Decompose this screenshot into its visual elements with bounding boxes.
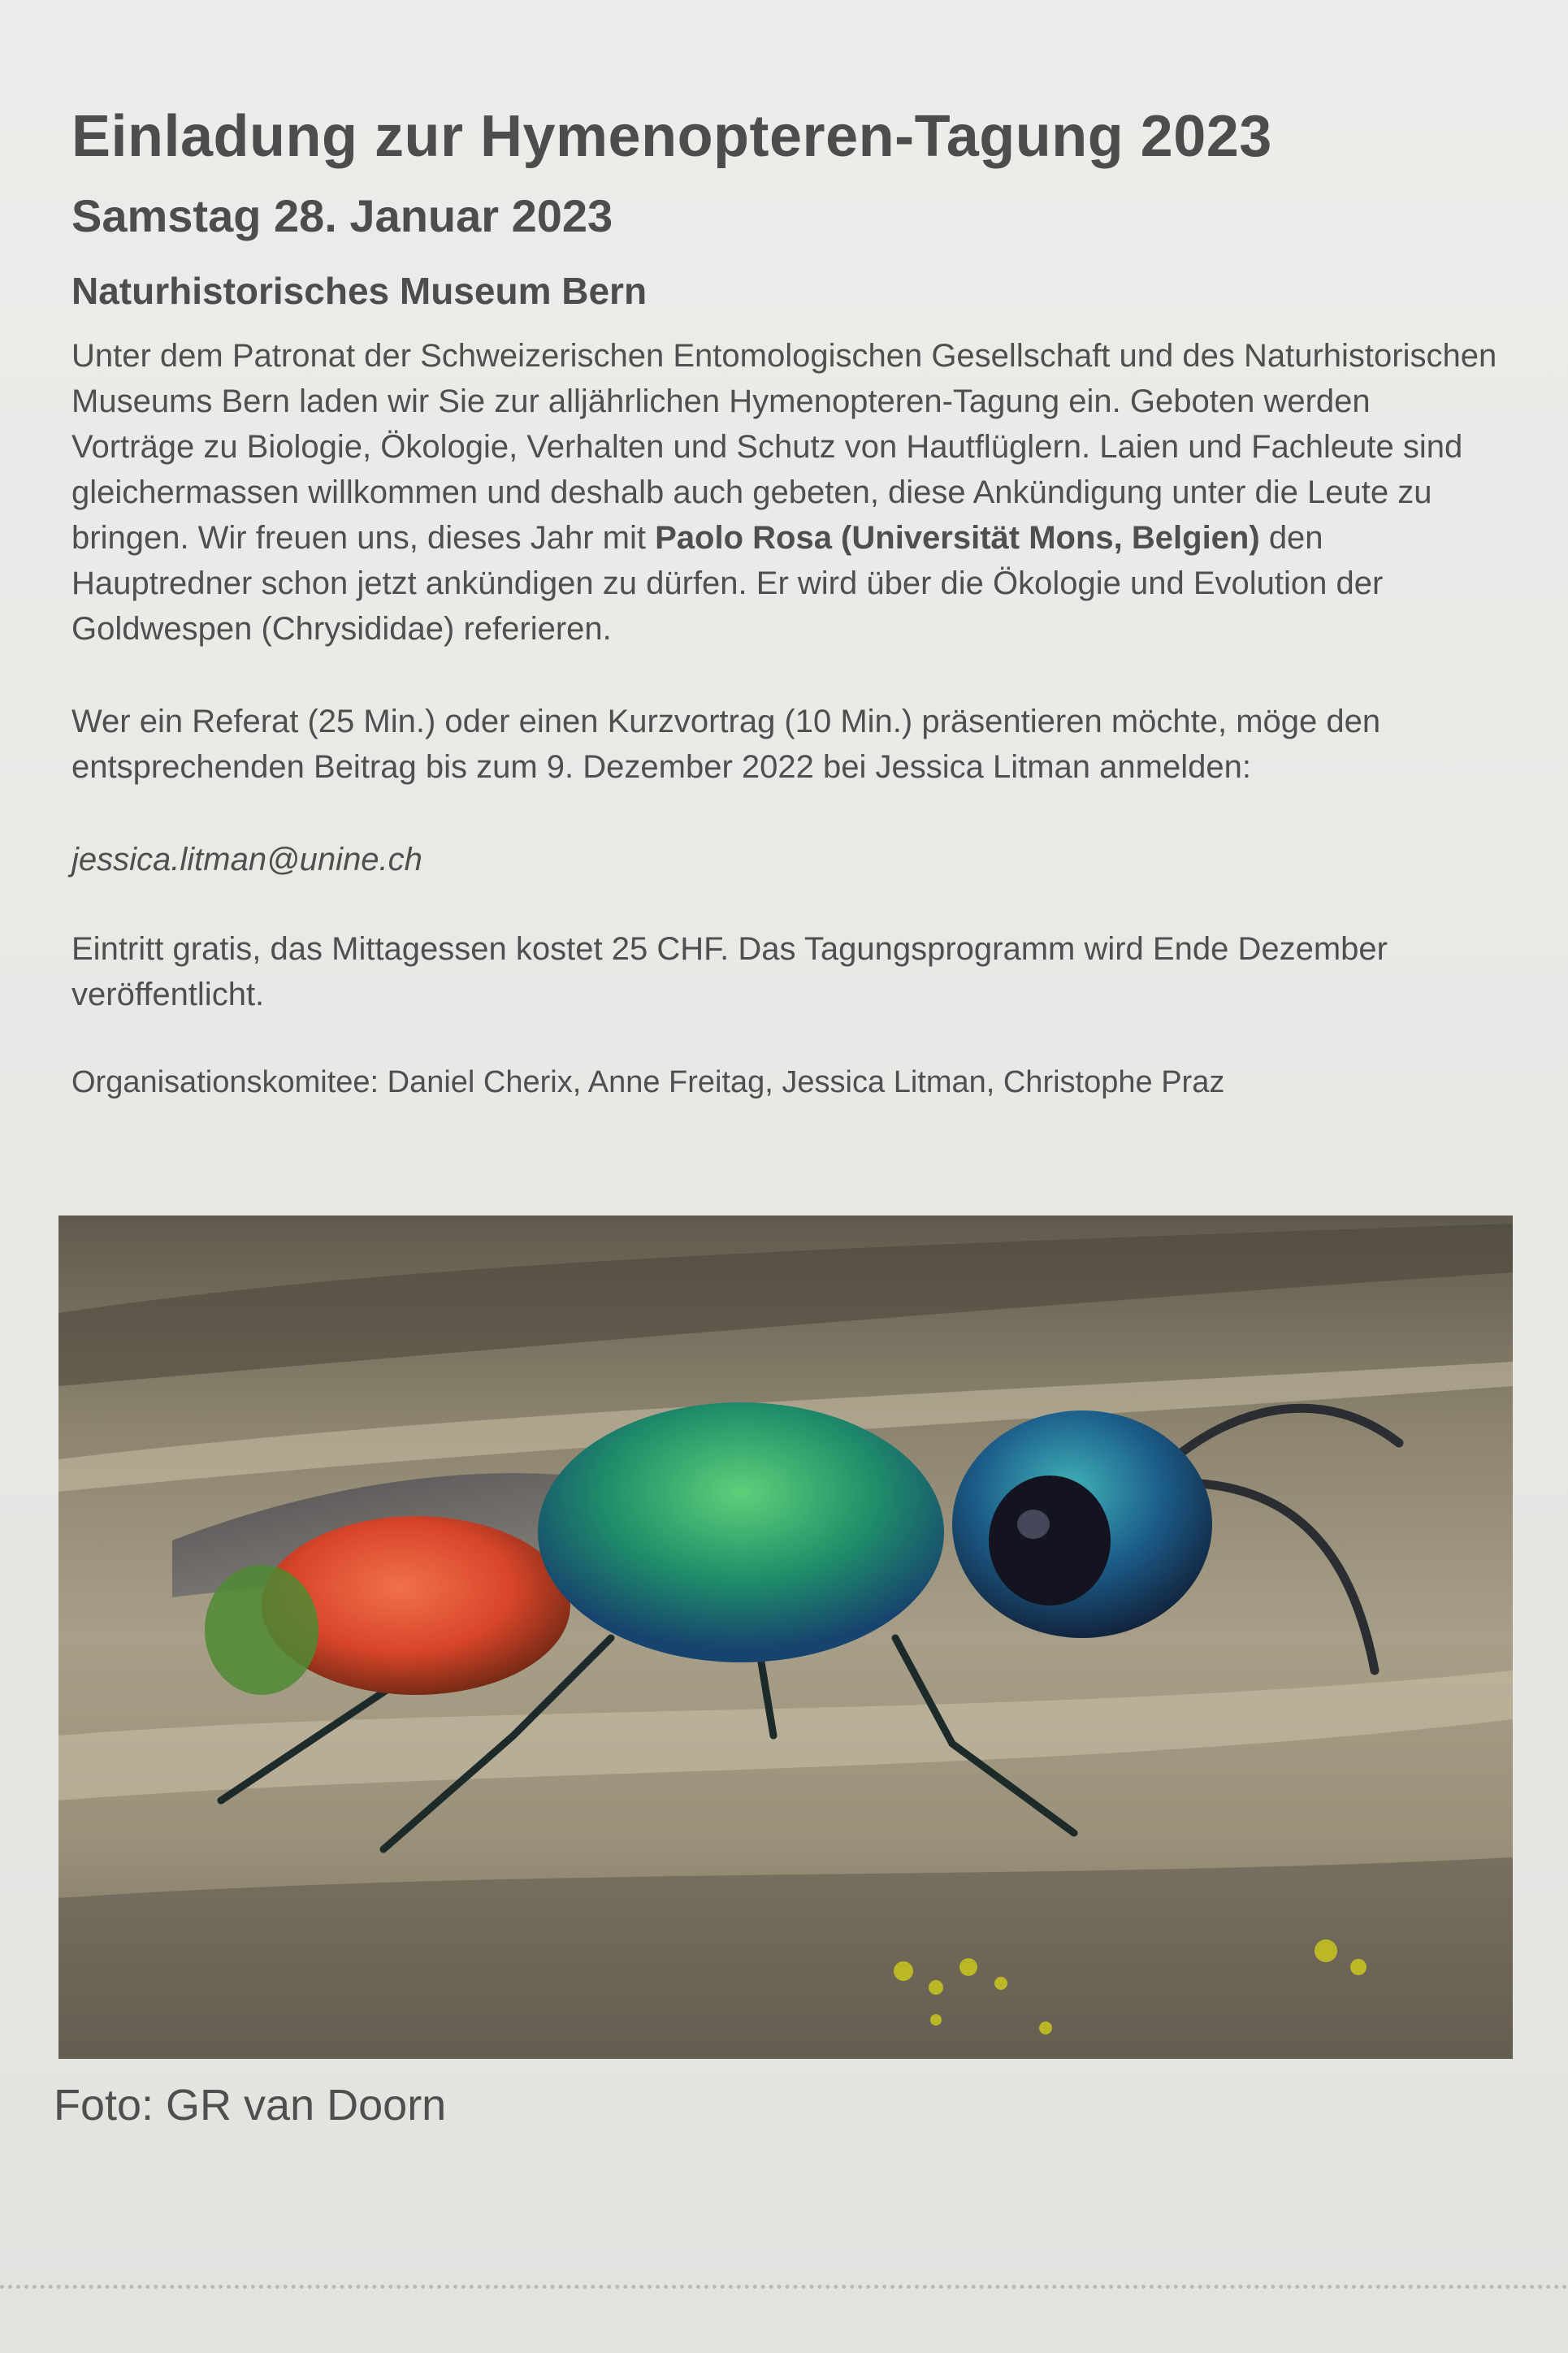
intro-text-start: Unter dem Patronat der Schweizerischen Entomologischen Gesellschaft und des Naturhistorischen Museums Bern laden wir Sie zur alljährlichen Hymenopteren-Tagung ein. Geboten werden Vorträge zu Biologie, Ökologie, Verhalten und Schutz von Hautflüglern. Laien und Fachleute sind gleichermassen willkommen und deshalb auch gebeten, diese Ankündigung unter die Leute zu bringen. Wir freuen uns, dieses Jahr mit — [71, 338, 1497, 556]
contact-email[interactable]: jessica.litman@unine.ch — [71, 842, 422, 878]
intro-text-end: den Hauptredner schon jetzt ankündigen zu dürfen. Er wird über die Ökologie und Evolution der Goldwespen (Chrysididae) referieren. — [71, 520, 1384, 647]
organizing-committee: Organisationskomitee: Daniel Cherix, Anne Freitag, Jessica Litman, Christophe Praz — [71, 1065, 1225, 1099]
photo-credit: Foto: GR van Doorn — [54, 2081, 447, 2130]
wasp-eye — [989, 1476, 1111, 1606]
keynote-speaker: Paolo Rosa (Universität Mons, Belgien) — [655, 520, 1260, 556]
intro-paragraph — [71, 333, 1501, 652]
invitation-text — [71, 98, 1501, 1105]
event-date: Samstag 28. Januar 2023 — [71, 190, 613, 241]
fee-info: Eintritt gratis, das Mittagessen kostet 25 CHF. Das Tagungsprogramm wird Ende Dezember veröffentlicht. — [71, 931, 1388, 1012]
cuckoo-wasp-photo — [58, 1216, 1513, 2059]
wasp-thorax — [538, 1402, 944, 1662]
perforation-line — [0, 2285, 1568, 2289]
call-for-talks: Wer ein Referat (25 Min.) oder einen Kurzvortrag (10 Min.) präsentieren möchte, möge den entsprechenden Beitrag bis zum 9. Dezember 2022 bei Jessica Litman anmelden: — [71, 704, 1381, 785]
event-venue: Naturhistorisches Museum Bern — [71, 270, 648, 312]
page-title: Einladung zur Hymenopteren-Tagung 2023 — [71, 104, 1272, 169]
wasp-illustration — [58, 1216, 1513, 2059]
